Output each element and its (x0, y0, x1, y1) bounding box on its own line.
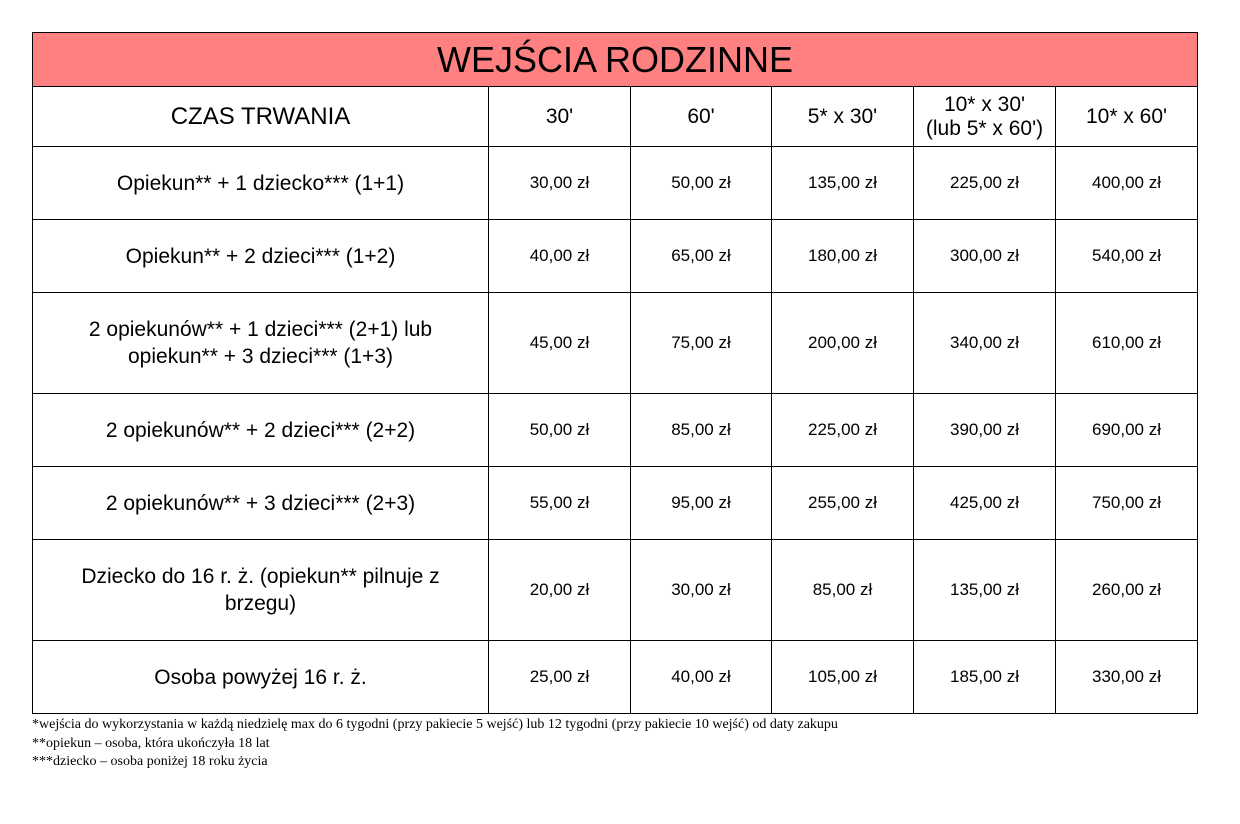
column-header-4 (914, 87, 1056, 147)
column-header-3 (772, 87, 914, 147)
footnote-line: ***dziecko – osoba poniżej 18 roku życia (32, 754, 268, 769)
price-cell: 50,00 zł (489, 394, 631, 467)
price-cell: 25,00 zł (489, 641, 631, 714)
column-header-5 (1056, 87, 1198, 147)
price-cell: 40,00 zł (631, 641, 772, 714)
price-cell: 260,00 zł (1056, 540, 1198, 641)
price-cell: 300,00 zł (914, 220, 1056, 293)
price-cell: 225,00 zł (914, 147, 1056, 220)
table-title: WEJŚCIA RODZINNE (33, 33, 1198, 87)
table-row (33, 147, 1198, 220)
row-label-line: Opiekun** + 1 dziecko*** (1+1) (116, 171, 405, 195)
price-cell: 85,00 zł (772, 540, 914, 641)
column-header-1 (489, 87, 631, 147)
price-cell: 55,00 zł (489, 467, 631, 540)
price-cell: 400,00 zł (1056, 147, 1198, 220)
title-row (33, 33, 1198, 87)
price-cell: 690,00 zł (1056, 394, 1198, 467)
row-label (33, 641, 489, 714)
price-cell: 340,00 zł (914, 293, 1056, 394)
price-cell: 40,00 zł (489, 220, 631, 293)
table-row (33, 641, 1198, 714)
footnote-line: *wejścia do wykorzystania w każdą niedzielę max do 6 tygodni (przy pakiecie 5 wejść) lub 12 tygodni (przy pakiecie 10 wejść) od daty zakupu (32, 717, 838, 732)
price-cell: 85,00 zł (631, 394, 772, 467)
family-entry-price-table (32, 32, 1198, 714)
price-cell: 390,00 zł (914, 394, 1056, 467)
column-header-2 (631, 87, 772, 147)
price-cell: 95,00 zł (631, 467, 772, 540)
footnote-line: **opiekun – osoba, która ukończyła 18 lat (32, 735, 270, 751)
price-cell: 330,00 zł (1056, 641, 1198, 714)
price-cell: 45,00 zł (489, 293, 631, 394)
row-label-line: Opiekun** + 2 dzieci*** (1+2) (125, 244, 396, 268)
price-sheet (32, 32, 1197, 772)
row-label (33, 394, 489, 467)
price-cell: 20,00 zł (489, 540, 631, 641)
price-cell: 610,00 zł (1056, 293, 1198, 394)
row-label (33, 147, 489, 220)
row-label (33, 467, 489, 540)
column-header-line: 10* x 60' (1085, 104, 1168, 128)
column-header-line: 5* x 30' (807, 104, 878, 128)
table-row (33, 220, 1198, 293)
column-header-line: (lub 5* x 60') (925, 116, 1044, 140)
price-cell: 135,00 zł (772, 147, 914, 220)
price-cell: 30,00 zł (489, 147, 631, 220)
price-cell: 105,00 zł (772, 641, 914, 714)
price-cell: 225,00 zł (772, 394, 914, 467)
price-cell: 135,00 zł (914, 540, 1056, 641)
price-cell: 200,00 zł (772, 293, 914, 394)
row-label-line: Dziecko do 16 r. ż. (opiekun** pilnuje z (81, 565, 440, 588)
row-label-line: 2 opiekunów** + 3 dzieci*** (2+3) (105, 491, 416, 515)
price-cell: 425,00 zł (914, 467, 1056, 540)
header-row (33, 87, 1198, 147)
price-cell: 540,00 zł (1056, 220, 1198, 293)
row-label (33, 293, 489, 394)
row-label-line: 2 opiekunów** + 1 dzieci*** (2+1) lub (88, 318, 433, 341)
price-cell: 50,00 zł (631, 147, 772, 220)
row-label (33, 220, 489, 293)
duration-header: CZAS TRWANIA (33, 87, 489, 147)
price-cell: 75,00 zł (631, 293, 772, 394)
table-row (33, 467, 1198, 540)
price-cell: 185,00 zł (914, 641, 1056, 714)
price-cell: 255,00 zł (772, 467, 914, 540)
footnotes (32, 716, 1197, 772)
price-cell: 65,00 zł (631, 220, 772, 293)
price-cell: 750,00 zł (1056, 467, 1198, 540)
table-row (33, 293, 1198, 394)
row-label-line: opiekun** + 3 dzieci*** (1+3) (127, 345, 393, 368)
row-label-line: Osoba powyżej 16 r. ż. (154, 665, 367, 689)
table-row (33, 540, 1198, 641)
column-header-line: 10* x 30' (943, 92, 1026, 116)
row-label (33, 540, 489, 641)
table-row (33, 394, 1198, 467)
row-label-line: 2 opiekunów** + 2 dzieci*** (2+2) (105, 418, 416, 442)
price-cell: 30,00 zł (631, 540, 772, 641)
column-header-line: 30' (545, 104, 574, 128)
column-header-line: 60' (687, 104, 715, 128)
price-cell: 180,00 zł (772, 220, 914, 293)
row-label-line: brzegu) (224, 592, 297, 615)
